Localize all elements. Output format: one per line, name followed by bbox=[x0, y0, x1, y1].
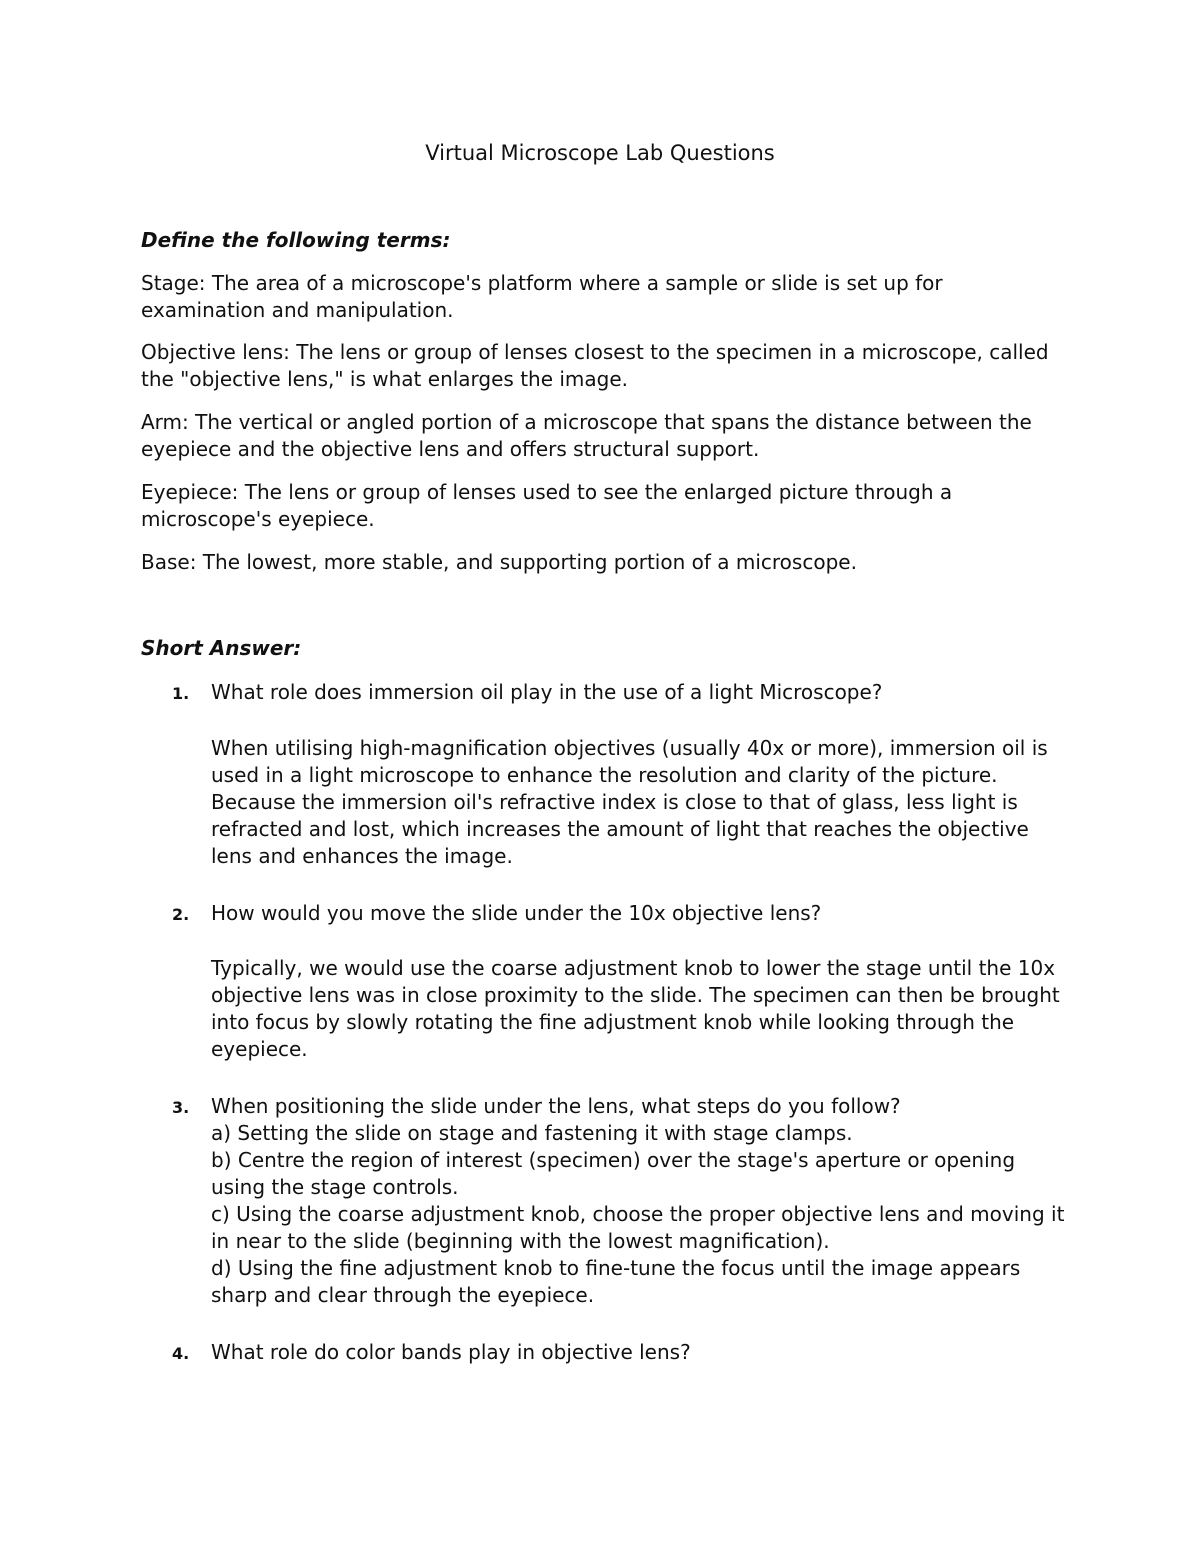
question-number: 3. bbox=[172, 1098, 190, 1117]
question-number: 4. bbox=[172, 1344, 190, 1363]
step-d: d) Using the fine adjustment knob to fine-tune the focus until the image appears sharp and clear through the eyepiece. bbox=[211, 1256, 1021, 1307]
question-3-text: When positioning the slide under the lens, what steps do you follow? bbox=[211, 1094, 901, 1118]
question-number: 1. bbox=[172, 684, 190, 703]
definition-eyepiece: Eyepiece: The lens or group of lenses used to see the enlarged picture through a microscope's eyepiece. bbox=[141, 480, 953, 531]
answer-2-text: Typically, we would use the coarse adjustment knob to lower the stage until the 10x objective lens was in close proximity to the slide. The specimen can then be brought into focus by slowly rotating the fine adjustment knob while looking through the eyepiece. bbox=[211, 956, 1060, 1061]
step-a: a) Setting the slide on stage and fastening it with stage clamps. bbox=[211, 1121, 853, 1145]
question-1-text: What role does immersion oil play in the use of a light Microscope? bbox=[211, 680, 883, 704]
definition-arm: Arm: The vertical or angled portion of a microscope that spans the distance between the eyepiece and the objective lens and offers structural support. bbox=[141, 410, 1032, 461]
document-title: Virtual Microscope Lab Questions bbox=[425, 141, 775, 165]
question-2-text: How would you move the slide under the 10x objective lens? bbox=[211, 901, 822, 925]
answer-1-text: When utilising high-magnification objectives (usually 40x or more), immersion oil is used in a light microscope to enhance the resolution and clarity of the picture. Because the immersion oil's refractive index is close to that of glass, less light is refracted and lost, which increases the amount of light that reaches the objective lens and enhances the image. bbox=[211, 736, 1048, 868]
step-c: c) Using the coarse adjustment knob, choose the proper objective lens and moving it in near to the slide (beginning with the lowest magnification). bbox=[211, 1202, 1065, 1253]
definition-base: Base: The lowest, more stable, and supporting portion of a microscope. bbox=[141, 550, 857, 574]
step-b: b) Centre the region of interest (specimen) over the stage's aperture or opening using the stage controls. bbox=[211, 1148, 1016, 1199]
question-4-text: What role do color bands play in objective lens? bbox=[211, 1340, 691, 1364]
definitions-heading: Define the following terms: bbox=[141, 228, 451, 252]
short-answer-heading: Short Answer: bbox=[141, 636, 302, 660]
question-number: 2. bbox=[172, 905, 190, 924]
definition-stage: Stage: The area of a microscope's platform where a sample or slide is set up for examination and manipulation. bbox=[141, 271, 943, 322]
definition-objective-lens: Objective lens: The lens or group of lenses closest to the specimen in a microscope, called the "objective lens," is what enlarges the image. bbox=[141, 340, 1049, 391]
question-3-block bbox=[211, 1093, 1071, 1309]
